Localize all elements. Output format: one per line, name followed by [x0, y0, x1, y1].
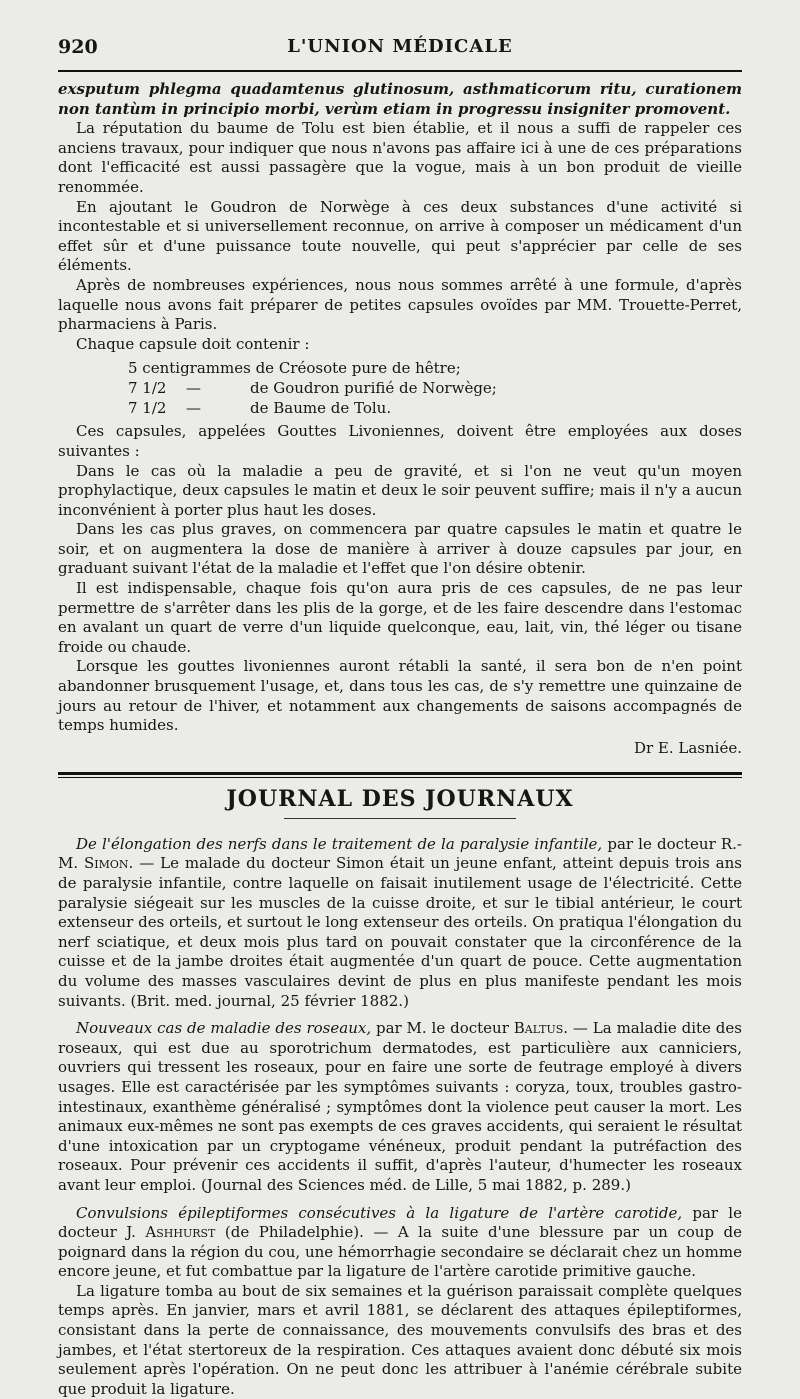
entry-title: Nouveaux cas de maladie des roseaux,	[76, 1019, 371, 1037]
running-head	[58, 36, 742, 64]
entry-body: — La maladie dite des roseaux, qui est due au sporotrichum dermatodes, est particulière aux canniciers, ouvriers qui tressent les roseaux, pour en faire une sorte de feutrage employé à divers usages. Elle est caractérisée par les symptômes suivants : coryza, toux, troubles gastro-intestinaux, exanthème généralisé ; symptômes dont la violence peut causer la mort. Les animaux eux-mêmes ne sont pas exempts de ces graves accidents, qui seraient le résultat d'une intoxication par un cryptogame vénéneux, produit pendant la putréfaction des roseaux. Pour prévenir ces accidents il suffit, d'après l'auteur, d'humecter les roseaux avant leur emploi. (Journal des Sciences méd. de Lille, 5 mai 1882, p. 289.)	[58, 1019, 742, 1194]
entry-by: par le docteur	[58, 1204, 742, 1242]
formula-dash: —	[186, 398, 250, 418]
paragraph-retour-hiver: Lorsque les gouttes livoniennes auront rétabli la santé, il sera bon de n'en point abandonner brusquement l'usage, et, dans tous les cas, de s'y remettre une quinzaine de jours au retour de l'hiver, et notamment aux changements de saisons accompagnés de temps humides.	[58, 657, 742, 735]
journal-entry	[58, 835, 742, 1011]
formula-line	[128, 398, 742, 418]
paragraph-formule: Après de nombreuses expériences, nous nous sommes arrêté à une formule, d'après laquelle nous avons fait préparer de petites capsules ovoïdes par MM. Trouette-Perret, pharmaciens à Paris.	[58, 276, 742, 335]
formula-quantity: 5 centigrammes de Créosote pure de hêtre;	[128, 358, 461, 378]
formula-list	[128, 358, 742, 418]
journal-entry	[58, 1204, 742, 1399]
paragraph-cas-graves: Dans les cas plus graves, on commencera par quatre capsules le matin et quatre le soir, et on augmentera la dose de manière à arriver à douze capsules par jour, en graduant suivant l'état de la maladie et l'effet que l'on désire obtenir.	[58, 520, 742, 579]
paragraph-tolu: La réputation du baume de Tolu est bien établie, et il nous a suffi de rappeler ces anciens travaux, pour indiquer que nous n'avons pas affaire ici à une de ces préparations dont l'efficacité est aussi passagère que la vogue, mais à un bon produit de vieille renommée.	[58, 119, 742, 197]
page-number: 920	[58, 36, 98, 58]
formula-line	[128, 378, 742, 398]
entry-title: De l'élongation des nerfs dans le traitement de la paralysie infantile,	[76, 835, 602, 853]
article-signature: Dr E. Lasniée.	[58, 738, 742, 758]
entry-body: — Le malade du docteur Simon était un jeune enfant, atteint depuis trois ans de paralysie infantile, contre laquelle on faisait inutilement usage de l'électricité. Cette paralysie siégeait sur les muscles de la cuisse droite, et sur le tibial antérieur, le court extenseur des orteils, et surtout le long extenseur des orteils. On pratiqua l'élongation du nerf sciatique, et deux mois plus tard on pouvait constater que la circonférence de la cuisse et de la jambe droites était augmentée d'un quart de pouce. Cette augmentation du volume des masses vasculaires devint de plus en plus manifeste pendant les mois suivants. (Brit. med. journal, 25 février 1882.)	[58, 854, 742, 1009]
entry-author: R.-M. Simon.	[58, 835, 742, 873]
section-heading: JOURNAL DES JOURNAUX	[58, 786, 742, 812]
paragraph-doses: Ces capsules, appelées Gouttes Livoniennes, doivent être employées aux doses suivantes :	[58, 422, 742, 461]
entry-by: par M. le docteur	[371, 1019, 514, 1037]
section-heading-rule	[284, 818, 517, 819]
entry-author: J. Ashhurst	[126, 1223, 215, 1241]
entry-body: (de Philadelphie). — A la suite d'une blessure par un coup de poignard dans la région du cou, une hémorrhagie secondaire se déclarait chez un homme encore jeune, et fut combattue par la ligature de l'artère carotide primitive gauche.	[58, 1223, 742, 1280]
header-rule	[58, 70, 742, 72]
paragraph-goudron: En ajoutant le Goudron de Norwège à ces deux substances d'une activité si incontestable et si universellement reconnue, on arrive à composer un médicament d'un effet sûr et d'une puissance toute nouvelle, qui peut s'apprécier par celle de ses éléments.	[58, 198, 742, 276]
formula-ingredient: de Baume de Tolu.	[250, 398, 391, 418]
formula-quantity: 7 1/2	[128, 398, 186, 418]
entry-continuation: La ligature tomba au bout de six semaines et la guérison paraissait complète quelques temps après. En janvier, mars et avril 1881, se déclarent des attaques épileptiformes, consistant dans la perte de connaissance, des mouvements convulsifs des bras et des jambes, et l'état stertoreux de la respiration. Ces attaques avaient donc débuté six mois seulement après l'opération. On ne peut donc les attribuer à l'anémie cérébrale subite que produit la ligature.	[58, 1282, 742, 1399]
entry-by: par le docteur	[602, 835, 721, 853]
entry-title: Convulsions épileptiformes consécutives à la ligature de l'artère carotide,	[76, 1204, 682, 1222]
article-body	[58, 80, 742, 758]
paragraph-indispensable: Il est indispensable, chaque fois qu'on aura pris de ces capsules, de ne pas leur permettre de s'arrêter dans les plis de la gorge, et de les faire descendre dans l'estomac en avalant un quart de verre d'un liquide quelconque, eau, lait, vin, thé léger ou tisane froide ou chaude.	[58, 579, 742, 657]
formula-ingredient: de Goudron purifié de Norwège;	[250, 378, 497, 398]
formula-quantity: 7 1/2	[128, 378, 186, 398]
paragraph-cas-legers: Dans le cas où la maladie a peu de gravité, et si l'on ne veut qu'un moyen prophylactique, deux capsules le matin et deux le soir peuvent suffire; mais il n'y a aucun inconvénient à porter plus haut les doses.	[58, 462, 742, 521]
journal-entry	[58, 1019, 742, 1195]
entry-author: Baltus.	[514, 1019, 568, 1037]
section-divider	[58, 772, 742, 778]
formula-intro: Chaque capsule doit contenir :	[58, 335, 742, 355]
formula-line	[128, 358, 742, 378]
latin-quote: exsputum phlegma quadamtenus glutinosum, asthmaticorum ritu, curationem non tantùm in principio morbi, verùm etiam in progressu insigniter promovent.	[58, 80, 742, 119]
journal-title: L'UNION MÉDICALE	[58, 36, 742, 57]
formula-dash: —	[186, 378, 250, 398]
